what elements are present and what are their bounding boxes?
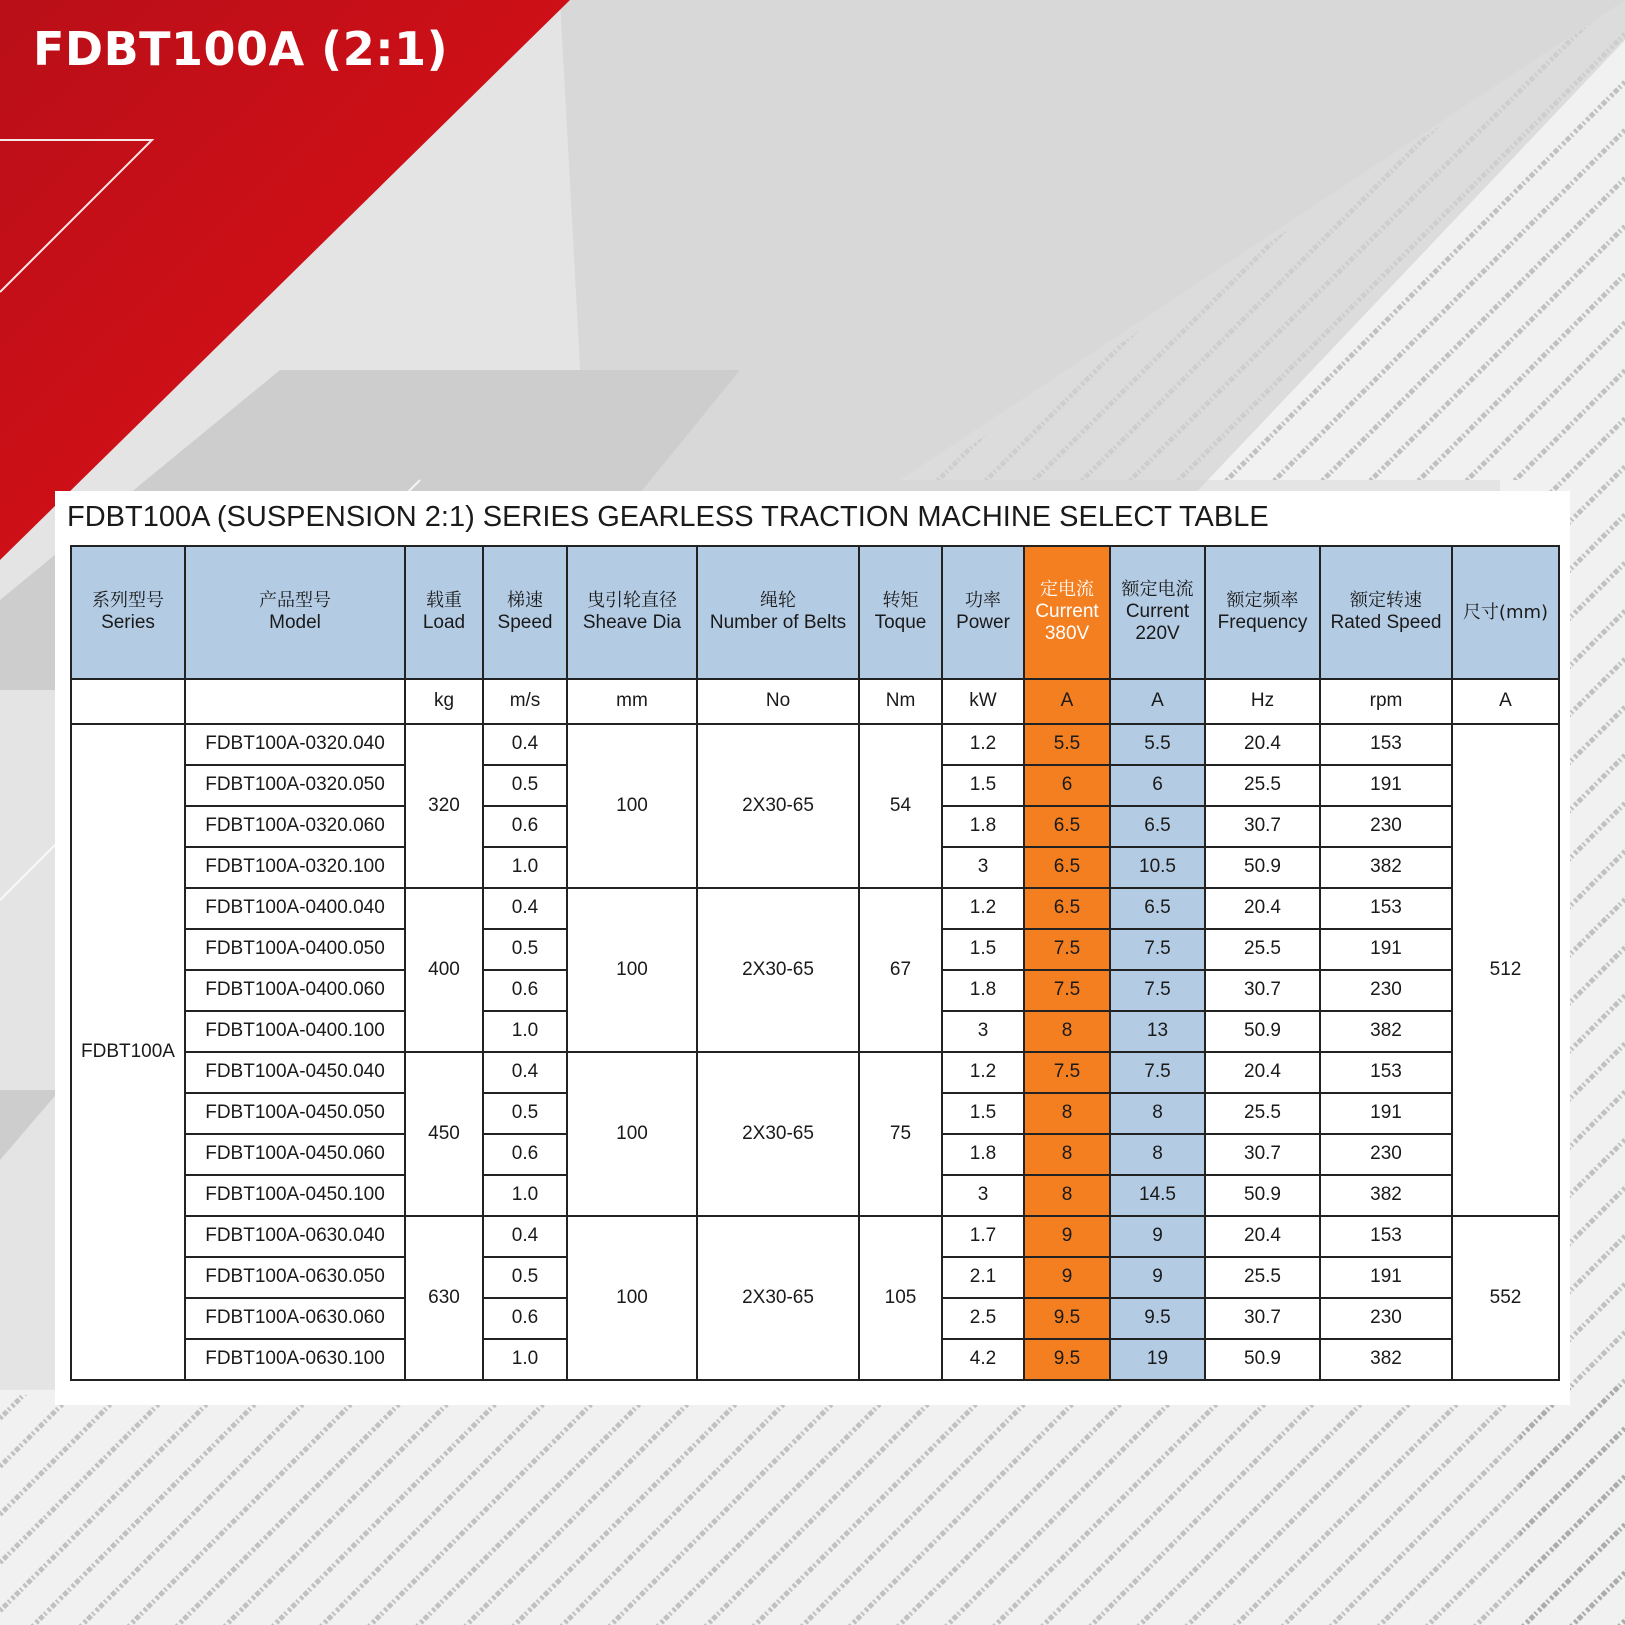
power-cell: 2.1	[942, 1257, 1024, 1298]
power-cell: 4.2	[942, 1339, 1024, 1380]
table-row	[71, 1052, 1559, 1093]
rated-speed-cell: 153	[1320, 1216, 1452, 1257]
current-220-cell: 6.5	[1110, 888, 1205, 929]
current-380-cell: 7.5	[1024, 970, 1110, 1011]
torque-cell: 54	[859, 724, 942, 888]
column-header-zh: 梯速	[507, 590, 543, 612]
table-caption: FDBT100A (SUSPENSION 2:1) SERIES GEARLESS TRACTION MACHINE SELECT TABLE	[67, 501, 1269, 533]
torque-cell: 75	[859, 1052, 942, 1216]
rated-speed-cell: 191	[1320, 1093, 1452, 1134]
current-220-cell: 9.5	[1110, 1298, 1205, 1339]
current-220-cell: 7.5	[1110, 929, 1205, 970]
current-380-cell: 6.5	[1024, 847, 1110, 888]
current-220-cell: 8	[1110, 1134, 1205, 1175]
model-cell: FDBT100A-0320.040	[185, 724, 405, 765]
current-220-cell: 13	[1110, 1011, 1205, 1052]
model-cell: FDBT100A-0400.100	[185, 1011, 405, 1052]
frequency-cell: 50.9	[1205, 1339, 1320, 1380]
column-header-en: Speed	[497, 611, 553, 633]
unit-cell: A	[1110, 679, 1205, 724]
rated-speed-cell: 382	[1320, 1011, 1452, 1052]
frequency-cell: 20.4	[1205, 888, 1320, 929]
column-header-en: Toque	[874, 611, 927, 633]
unit-cell: rpm	[1320, 679, 1452, 724]
unit-cell: A	[1024, 679, 1110, 724]
rated-speed-cell: 230	[1320, 1298, 1452, 1339]
power-cell: 1.2	[942, 1052, 1024, 1093]
current-380-cell: 8	[1024, 1175, 1110, 1216]
power-cell: 1.7	[942, 1216, 1024, 1257]
unit-cell	[71, 679, 185, 724]
page-title: FDBT100A (2:1)	[33, 22, 449, 76]
column-header-zh: 载重	[426, 590, 462, 612]
model-cell: FDBT100A-0400.060	[185, 970, 405, 1011]
size-cell: 552	[1452, 1216, 1559, 1380]
belts-cell: 2X30-65	[697, 1216, 859, 1380]
frequency-cell: 25.5	[1205, 765, 1320, 806]
current-220-cell: 10.5	[1110, 847, 1205, 888]
current-380-cell: 7.5	[1024, 929, 1110, 970]
power-cell: 3	[942, 847, 1024, 888]
current-220-cell: 6.5	[1110, 806, 1205, 847]
speed-cell: 1.0	[483, 1175, 567, 1216]
column-header	[1110, 546, 1205, 679]
model-cell: FDBT100A-0320.100	[185, 847, 405, 888]
column-header-zh: 系列型号	[92, 590, 164, 612]
current-380-cell: 6	[1024, 765, 1110, 806]
sheave-cell: 100	[567, 1052, 697, 1216]
column-header	[1452, 546, 1559, 679]
column-header	[942, 546, 1024, 679]
select-table-sheet	[55, 491, 1570, 1405]
power-cell: 1.2	[942, 888, 1024, 929]
current-380-cell: 6.5	[1024, 806, 1110, 847]
speed-cell: 0.6	[483, 806, 567, 847]
column-header-en: Model	[269, 611, 321, 633]
power-cell: 3	[942, 1011, 1024, 1052]
table-row	[71, 888, 1559, 929]
column-header	[697, 546, 859, 679]
speed-cell: 0.5	[483, 1257, 567, 1298]
column-header	[1320, 546, 1452, 679]
frequency-cell: 30.7	[1205, 806, 1320, 847]
torque-cell: 67	[859, 888, 942, 1052]
column-header-en: Load	[422, 611, 466, 633]
speed-cell: 0.4	[483, 888, 567, 929]
current-220-cell: 6	[1110, 765, 1205, 806]
current-380-cell: 9.5	[1024, 1339, 1110, 1380]
model-cell: FDBT100A-0320.060	[185, 806, 405, 847]
column-header-en: Sheave Dia	[582, 611, 682, 633]
belts-cell: 2X30-65	[697, 888, 859, 1052]
load-cell: 320	[405, 724, 483, 888]
model-cell: FDBT100A-0630.100	[185, 1339, 405, 1380]
current-220-cell: 7.5	[1110, 1052, 1205, 1093]
speed-cell: 0.4	[483, 724, 567, 765]
rated-speed-cell: 191	[1320, 1257, 1452, 1298]
frequency-cell: 25.5	[1205, 1257, 1320, 1298]
rated-speed-cell: 191	[1320, 765, 1452, 806]
power-cell: 1.2	[942, 724, 1024, 765]
sheave-cell: 100	[567, 1216, 697, 1380]
column-header-zh: 转矩	[882, 590, 919, 612]
column-header-zh: 额定转速	[1350, 590, 1422, 612]
column-header-en: Number of Belts	[709, 611, 847, 633]
column-header	[859, 546, 942, 679]
current-380-cell: 8	[1024, 1011, 1110, 1052]
current-380-cell: 8	[1024, 1093, 1110, 1134]
speed-cell: 1.0	[483, 1011, 567, 1052]
units-row	[71, 679, 1559, 724]
unit-cell: A	[1452, 679, 1559, 724]
speed-cell: 0.4	[483, 1052, 567, 1093]
rated-speed-cell: 230	[1320, 806, 1452, 847]
power-cell: 1.8	[942, 806, 1024, 847]
model-cell: FDBT100A-0630.040	[185, 1216, 405, 1257]
belts-cell: 2X30-65	[697, 724, 859, 888]
column-header	[483, 546, 567, 679]
model-cell: FDBT100A-0450.100	[185, 1175, 405, 1216]
power-cell: 3	[942, 1175, 1024, 1216]
frequency-cell: 25.5	[1205, 929, 1320, 970]
power-cell: 1.8	[942, 970, 1024, 1011]
current-220-cell: 9	[1110, 1216, 1205, 1257]
frequency-cell: 20.4	[1205, 1052, 1320, 1093]
model-cell: FDBT100A-0320.050	[185, 765, 405, 806]
rated-speed-cell: 382	[1320, 1175, 1452, 1216]
select-table	[70, 545, 1560, 1381]
column-header-zh: 功率	[965, 590, 1001, 612]
torque-cell: 105	[859, 1216, 942, 1380]
current-220-cell: 7.5	[1110, 970, 1205, 1011]
column-header-zh: 产品型号	[259, 590, 331, 612]
speed-cell: 0.6	[483, 970, 567, 1011]
unit-cell: No	[697, 679, 859, 724]
speed-cell: 1.0	[483, 847, 567, 888]
model-cell: FDBT100A-0400.040	[185, 888, 405, 929]
column-header-zh: 尺寸(mm)	[1462, 601, 1549, 623]
frequency-cell: 30.7	[1205, 970, 1320, 1011]
speed-cell: 0.5	[483, 929, 567, 970]
current-380-cell: 8	[1024, 1134, 1110, 1175]
current-220-cell: 5.5	[1110, 724, 1205, 765]
column-header-zh: 额定频率	[1226, 590, 1299, 612]
power-cell: 1.5	[942, 1093, 1024, 1134]
frequency-cell: 50.9	[1205, 1175, 1320, 1216]
column-header	[1205, 546, 1320, 679]
load-cell: 450	[405, 1052, 483, 1216]
current-380-cell: 9.5	[1024, 1298, 1110, 1339]
column-header-en: Power	[956, 611, 1010, 633]
column-header-zh: 定电流	[1040, 578, 1094, 600]
frequency-cell: 25.5	[1205, 1093, 1320, 1134]
model-cell: FDBT100A-0450.040	[185, 1052, 405, 1093]
unit-cell: kW	[942, 679, 1024, 724]
column-header-en: Rated Speed	[1330, 611, 1442, 633]
current-220-cell: 9	[1110, 1257, 1205, 1298]
speed-cell: 0.5	[483, 1093, 567, 1134]
table-row	[71, 724, 1559, 765]
speed-cell: 0.6	[483, 1298, 567, 1339]
header-row	[71, 546, 1559, 679]
speed-cell: 0.4	[483, 1216, 567, 1257]
frequency-cell: 50.9	[1205, 847, 1320, 888]
frequency-cell: 20.4	[1205, 1216, 1320, 1257]
rated-speed-cell: 382	[1320, 1339, 1452, 1380]
column-header-zh: 曳引轮直径	[587, 590, 677, 612]
current-220-cell: 19	[1110, 1339, 1205, 1380]
belts-cell: 2X30-65	[697, 1052, 859, 1216]
column-header	[567, 546, 697, 679]
column-header-zh: 额定电流	[1121, 578, 1194, 600]
series-cell: FDBT100A	[71, 724, 185, 1380]
unit-cell: mm	[567, 679, 697, 724]
load-cell: 630	[405, 1216, 483, 1380]
model-cell: FDBT100A-0630.060	[185, 1298, 405, 1339]
unit-cell	[185, 679, 405, 724]
model-cell: FDBT100A-0630.050	[185, 1257, 405, 1298]
frequency-cell: 50.9	[1205, 1011, 1320, 1052]
power-cell: 1.5	[942, 765, 1024, 806]
rated-speed-cell: 153	[1320, 1052, 1452, 1093]
table-row	[71, 1216, 1559, 1257]
size-cell: 512	[1452, 724, 1559, 1216]
current-380-cell: 7.5	[1024, 1052, 1110, 1093]
rated-speed-cell: 230	[1320, 970, 1452, 1011]
column-header-en: Current 380V	[1035, 600, 1099, 645]
current-380-cell: 6.5	[1024, 888, 1110, 929]
rated-speed-cell: 153	[1320, 724, 1452, 765]
current-380-cell: 9	[1024, 1216, 1110, 1257]
column-header	[71, 546, 185, 679]
model-cell: FDBT100A-0450.060	[185, 1134, 405, 1175]
rated-speed-cell: 153	[1320, 888, 1452, 929]
sheave-cell: 100	[567, 888, 697, 1052]
column-header	[1024, 546, 1110, 679]
current-380-cell: 5.5	[1024, 724, 1110, 765]
unit-cell: m/s	[483, 679, 567, 724]
current-380-cell: 9	[1024, 1257, 1110, 1298]
unit-cell: Hz	[1205, 679, 1320, 724]
speed-cell: 0.6	[483, 1134, 567, 1175]
current-220-cell: 14.5	[1110, 1175, 1205, 1216]
rated-speed-cell: 191	[1320, 929, 1452, 970]
current-220-cell: 8	[1110, 1093, 1205, 1134]
unit-cell: kg	[405, 679, 483, 724]
sheave-cell: 100	[567, 724, 697, 888]
load-cell: 400	[405, 888, 483, 1052]
speed-cell: 0.5	[483, 765, 567, 806]
speed-cell: 1.0	[483, 1339, 567, 1380]
rated-speed-cell: 382	[1320, 847, 1452, 888]
power-cell: 2.5	[942, 1298, 1024, 1339]
column-header-en: Current 220V	[1125, 600, 1190, 645]
frequency-cell: 30.7	[1205, 1134, 1320, 1175]
column-header-en: Frequency	[1217, 611, 1308, 633]
model-cell: FDBT100A-0450.050	[185, 1093, 405, 1134]
rated-speed-cell: 230	[1320, 1134, 1452, 1175]
column-header-en: Series	[101, 611, 155, 633]
column-header	[405, 546, 483, 679]
power-cell: 1.8	[942, 1134, 1024, 1175]
column-header	[185, 546, 405, 679]
power-cell: 1.5	[942, 929, 1024, 970]
unit-cell: Nm	[859, 679, 942, 724]
column-header-zh: 绳轮	[760, 590, 796, 612]
frequency-cell: 30.7	[1205, 1298, 1320, 1339]
model-cell: FDBT100A-0400.050	[185, 929, 405, 970]
frequency-cell: 20.4	[1205, 724, 1320, 765]
